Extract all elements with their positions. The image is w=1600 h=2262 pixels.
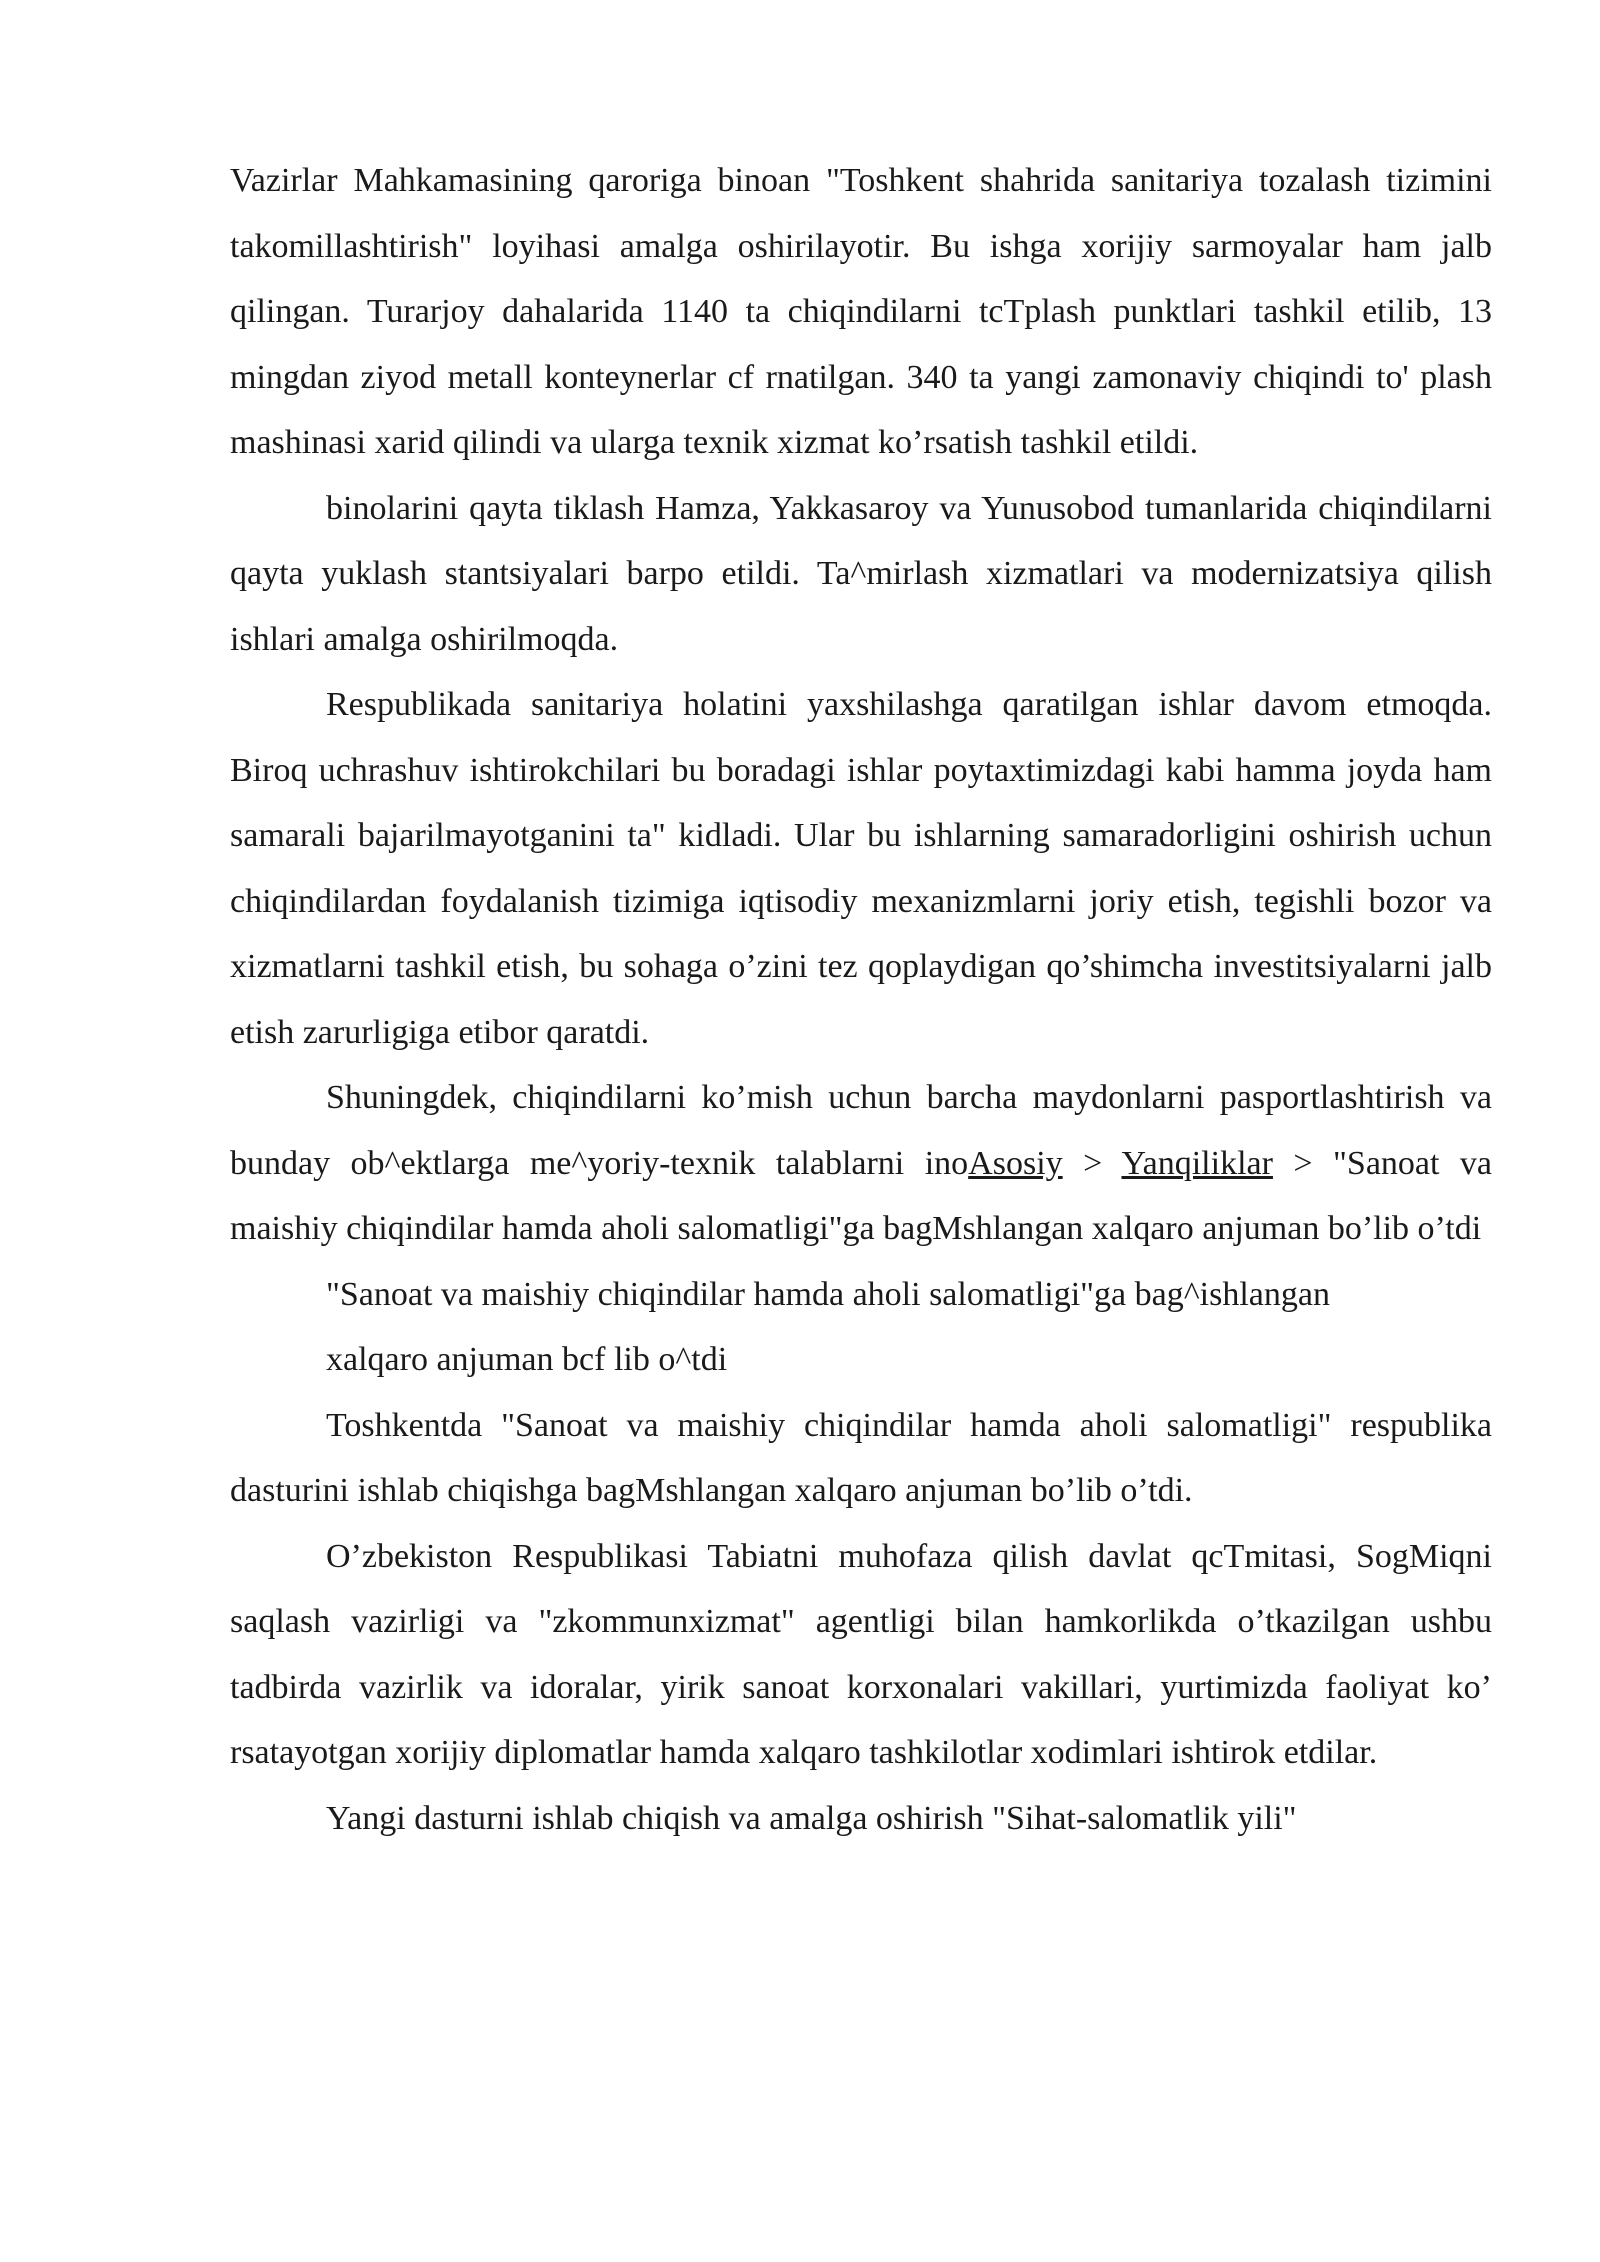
paragraph-6: O’zbekiston Respublikasi Tabiatni muhofaza qilish davlat qcTmitasi, SogMiqni saqlash vazirligi va "zkommunxizmat" agentligi bilan hamkorlikda o’tkazilgan ushbu tadbirda vazirlik va idoralar, yirik sanoat korxonalari vakillari, yurtimizda faoliyat ko’ rsatayotgan xorijiy diplomatlar hamda xalqaro tashkilotlar xodimlari ishtirok etdilar. bbox=[230, 1537, 1492, 1771]
paragraph-1: Vazirlar Mahkamasining qaroriga binoan "Toshkent shahrida sanitariya tozalash tizimini takomillashtirish" loyihasi amalga oshirilayotir. Bu ishga xorijiy sarmoyalar ham jalb qilingan. Turarjoy dahalarida 1140 ta chiqindilarni tcTplash punktlari tashkil etilib, 13 mingdan ziyod metall konteynerlar cf rnatilgan. 340 ta yangi zamonaviy chiqindi to' plash mashinasi xarid qilindi va ularga texnik xizmat ko’rsatish tashkil etildi. bbox=[230, 162, 1492, 461]
paragraph-4-title: > "Sanoat va maishiy chiqindilar hamda aholi salomatligi"ga bagMshlangan xalqaro anjuman bo’lib o’tdi bbox=[230, 1144, 1493, 1247]
paragraph-3: Respublikada sanitariya holatini yaxshilashga qaratilgan ishlar davom etmoqda. Biroq uchrashuv ishtirokchilari bu boradagi ishlar poytaxtimizdagi kabi hamma joyda ham samarali bajarilmayotganini ta" kidladi. Ular bu ishlarning samaradorligini oshirish uchun chiqindilardan foydalanish tizimiga iqtisodiy mexanizmlarni joriy etish, tegishli bozor va xizmatlarni tashkil etish, bu sohaga o’zini tez qoplaydigan qo’shimcha investitsiyalarni jalb etish zarurligiga etibor qaratdi. bbox=[230, 686, 1492, 1051]
breadcrumb-separator: > bbox=[1062, 1144, 1122, 1182]
paragraph-5: Toshkentda "Sanoat va maishiy chiqindilar hamda aholi salomatligi" respublika dasturini ishlab chiqishga bagMshlangan xalqaro anjuman bo’lib o’tdi. bbox=[230, 1406, 1492, 1509]
paragraph-4 bbox=[230, 1065, 1492, 1262]
article-heading-line-2: xalqaro anjuman bcf lib o^tdi bbox=[326, 1341, 728, 1378]
breadcrumb-link-home[interactable]: Asosiy bbox=[968, 1144, 1063, 1182]
paragraph-4-text: Shuningdek, chiqindilarni ko’mish uchun barcha maydonlarni pasportlashtirish va bunday ob^ektlarga me^yoriy-texnik talablarni ino bbox=[230, 1079, 1492, 1182]
document-body bbox=[230, 148, 1492, 1851]
paragraph-2: binolarini qayta tiklash Hamza, Yakkasaroy va Yunusobod tumanlarida chiqindilarni qayta yuklash stantsiyalari barpo etildi. Ta^mirlash xizmatlari va modernizatsiya qilish ishlari amalga oshirilmoqda. bbox=[230, 489, 1492, 658]
breadcrumb-link-news[interactable]: Yanqiliklar bbox=[1121, 1144, 1273, 1182]
article-heading-line-1: "Sanoat va maishiy chiqindilar hamda aholi salomatligi"ga bag^ishlangan bbox=[326, 1275, 1330, 1313]
paragraph-7: Yangi dasturni ishlab chiqish va amalga oshirish "Sihat-salomatlik yili" bbox=[326, 1799, 1297, 1837]
